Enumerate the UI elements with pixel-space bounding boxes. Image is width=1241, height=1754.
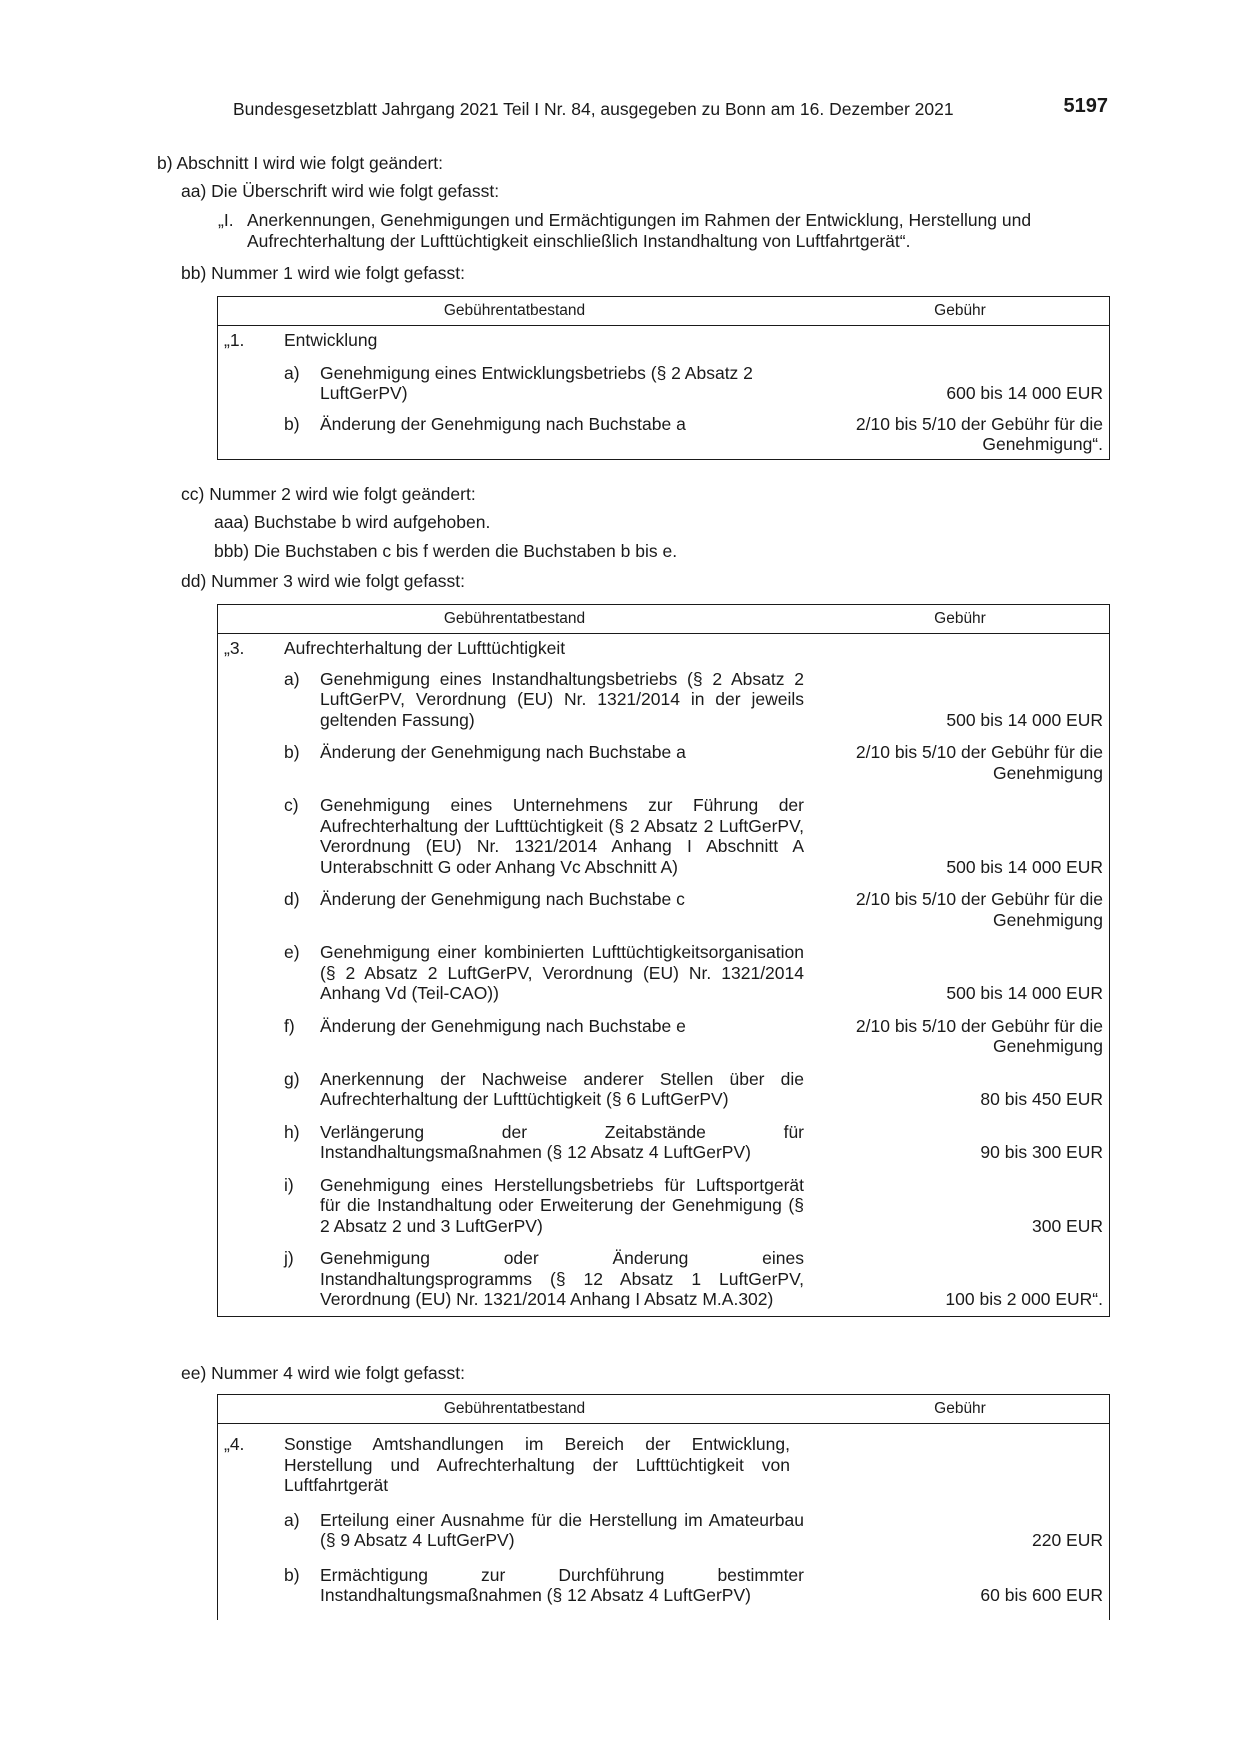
item-description: Genehmigung eines Entwicklungsbetriebs (§ 2 Absatz 2 LuftGerPV) xyxy=(320,362,753,403)
item-fee: 220 EUR xyxy=(1031,1530,1103,1550)
clause-bb-text: Nummer 1 wird wie folgt gefasst: xyxy=(211,263,466,283)
item-fee: 80 bis 450 EUR xyxy=(980,1089,1103,1109)
item-description: Anerkennung der Nachweise anderer Stellen über die Aufrechterhaltung der Lufttüchtigkeit (§ 6 LuftGerPV) xyxy=(320,1068,804,1109)
clause-bbb-text: Die Buchstaben c bis f werden die Buchstaben b bis e. xyxy=(253,541,678,561)
item-fee: 600 bis 14 000 EUR xyxy=(946,383,1103,403)
item-letter: a) xyxy=(284,668,300,689)
item-letter: b) xyxy=(284,1564,300,1585)
table-row xyxy=(218,414,1109,455)
clause-dd xyxy=(181,570,465,592)
section-title: Entwicklung xyxy=(284,330,378,350)
table-row xyxy=(218,1175,1109,1237)
header-gebuehrentatbestand: Gebührentatbestand xyxy=(443,609,586,627)
clause-cc-label: cc) xyxy=(181,484,205,504)
heading-quote-text: Anerkennungen, Genehmigungen und Ermächtigungen im Rahmen der Entwicklung, Herstellung und Aufrechterhaltung der Lufttüchtigkeit einschließlich Instandhaltung von Luftfahrtgerät“. xyxy=(247,210,1032,251)
heading-quote-number: „I. xyxy=(218,210,234,230)
clause-aaa-text: Buchstabe b wird aufgehoben. xyxy=(253,512,491,532)
clause-dd-label: dd) xyxy=(181,571,207,591)
table-row xyxy=(218,795,1109,877)
table-row xyxy=(218,742,1109,783)
item-fee: 60 bis 600 EUR xyxy=(980,1585,1103,1605)
table-row xyxy=(218,1248,1109,1310)
table-row xyxy=(218,942,1109,1004)
section-title: Sonstige Amtshandlungen im Bereich der Entwicklung, Herstellung und Aufrechterhaltung der Lufttüchtigkeit von Luftfahrtgerät xyxy=(284,1434,790,1495)
item-fee: 2/10 bis 5/10 der Gebühr für die Genehmigung“. xyxy=(855,413,1103,454)
item-description: Genehmigung eines Herstellungsbetriebs für Luftsportgerät für die Instandhaltung oder Erweiterung der Genehmigung (§ 2 Absatz 2 und 3 LuftGerPV) xyxy=(320,1174,804,1236)
clause-cc xyxy=(181,483,476,505)
item-fee: 500 bis 14 000 EUR xyxy=(946,709,1103,730)
heading-quote xyxy=(218,210,1110,252)
item-letter: a) xyxy=(284,1509,300,1530)
clause-aa-text: Die Überschrift wird wie folgt gefasst: xyxy=(211,181,500,201)
item-letter: d) xyxy=(284,889,300,909)
item-fee: 2/10 bis 5/10 der Gebühr für die Genehmigung xyxy=(855,1015,1103,1056)
item-letter: g) xyxy=(284,1068,300,1089)
item-description: Genehmigung einer kombinierten Lufttüchtigkeitsorganisation (§ 2 Absatz 2 LuftGerPV, Verordnung (EU) Nr. 1321/2014 Anhang Vd (Teil-CAO)) xyxy=(320,942,804,1003)
fee-table-4 xyxy=(217,1394,1110,1620)
table-header xyxy=(218,1395,1109,1424)
table-header xyxy=(218,297,1109,326)
table-row xyxy=(218,363,1109,404)
table-section-row xyxy=(218,638,1109,659)
item-description: Änderung der Genehmigung nach Buchstabe c xyxy=(320,889,685,909)
section-number: „3. xyxy=(224,638,245,658)
clause-ee-label: ee) xyxy=(181,1363,207,1383)
item-fee: 2/10 bis 5/10 der Gebühr für die Genehmigung xyxy=(855,889,1103,930)
item-fee: 300 EUR xyxy=(1031,1215,1103,1236)
page-number: 5197 xyxy=(1063,95,1108,117)
item-letter: e) xyxy=(284,942,300,962)
table-row xyxy=(218,1510,1109,1551)
header-gebuehr: Gebühr xyxy=(934,301,986,319)
header-gebuehr: Gebühr xyxy=(934,609,986,627)
item-fee: 500 bis 14 000 EUR xyxy=(946,983,1103,1003)
item-letter: j) xyxy=(284,1248,294,1268)
clause-bbb-label: bbb) xyxy=(214,541,250,561)
item-description: Änderung der Genehmigung nach Buchstabe a xyxy=(320,413,686,434)
clause-aa xyxy=(181,180,499,202)
clause-b xyxy=(157,152,443,174)
header-gebuehr: Gebühr xyxy=(934,1399,986,1417)
table-row xyxy=(218,1069,1109,1110)
section-number: „1. xyxy=(224,330,245,350)
item-description: Genehmigung eines Unternehmens zur Führung der Aufrechterhaltung der Lufttüchtigkeit (§ 2 Absatz 2 LuftGerPV, Verordnung (EU) Nr. 1321/2014 Anhang I Abschnitt A Unterabschnitt G oder Anhang Vc Abschnitt A) xyxy=(320,795,804,877)
table-section-row xyxy=(218,1434,1109,1496)
item-fee: 500 bis 14 000 EUR xyxy=(946,856,1103,877)
item-fee: 90 bis 300 EUR xyxy=(980,1142,1103,1162)
item-letter: b) xyxy=(284,742,300,762)
item-letter: a) xyxy=(284,362,300,383)
section-title: Aufrechterhaltung der Lufttüchtigkeit xyxy=(284,638,566,658)
clause-aaa xyxy=(214,511,490,533)
item-letter: i) xyxy=(284,1174,294,1195)
table-row xyxy=(218,1016,1109,1057)
clause-bb xyxy=(181,262,465,284)
section-number: „4. xyxy=(224,1434,245,1454)
running-title: Bundesgesetzblatt Jahrgang 2021 Teil I Nr. 84, ausgegeben zu Bonn am 16. Dezember 2021 xyxy=(233,99,954,119)
clause-aa-label: aa) xyxy=(181,181,207,201)
table-header xyxy=(218,605,1109,634)
item-description: Erteilung einer Ausnahme für die Herstellung im Amateurbau (§ 9 Absatz 4 LuftGerPV) xyxy=(320,1509,804,1550)
table-row xyxy=(218,1122,1109,1163)
table-row xyxy=(218,1565,1109,1606)
clause-dd-text: Nummer 3 wird wie folgt gefasst: xyxy=(211,571,466,591)
clause-bbb xyxy=(214,540,677,562)
item-description: Änderung der Genehmigung nach Buchstabe a xyxy=(320,742,686,762)
header-gebuehrentatbestand: Gebührentatbestand xyxy=(443,1399,586,1417)
clause-cc-text: Nummer 2 wird wie folgt geändert: xyxy=(209,484,476,504)
item-letter: f) xyxy=(284,1015,295,1036)
clause-aaa-label: aaa) xyxy=(214,512,250,532)
clause-bb-label: bb) xyxy=(181,263,207,283)
fee-table-1 xyxy=(217,296,1110,460)
clause-ee xyxy=(181,1362,465,1384)
clause-b-text: Abschnitt I wird wie folgt geändert: xyxy=(176,153,443,173)
clause-ee-text: Nummer 4 wird wie folgt gefasst: xyxy=(211,1363,466,1383)
clause-b-label: b) xyxy=(157,153,173,173)
table-row xyxy=(218,889,1109,930)
item-letter: h) xyxy=(284,1121,300,1142)
item-letter: b) xyxy=(284,413,300,434)
item-fee: 100 bis 2 000 EUR“. xyxy=(945,1289,1103,1309)
table-row xyxy=(218,669,1109,731)
item-description: Ermächtigung zur Durchführung bestimmter Instandhaltungsmaßnahmen (§ 12 Absatz 4 LuftGerPV) xyxy=(320,1564,804,1605)
item-description: Verlängerung der Zeitabstände für Instandhaltungsmaßnahmen (§ 12 Absatz 4 LuftGerPV) xyxy=(320,1121,804,1162)
item-fee: 2/10 bis 5/10 der Gebühr für die Genehmigung xyxy=(855,742,1103,783)
fee-table-3 xyxy=(217,604,1110,1317)
item-description: Genehmigung oder Änderung eines Instandhaltungsprogramms (§ 12 Absatz 1 LuftGerPV, Verordnung (EU) Nr. 1321/2014 Anhang I Absatz M.A.302) xyxy=(320,1248,804,1309)
item-letter: c) xyxy=(284,795,299,815)
item-description: Änderung der Genehmigung nach Buchstabe e xyxy=(320,1015,686,1036)
running-header xyxy=(233,95,1108,120)
header-gebuehrentatbestand: Gebührentatbestand xyxy=(443,301,586,319)
item-description: Genehmigung eines Instandhaltungsbetriebs (§ 2 Absatz 2 LuftGerPV, Verordnung (EU) Nr. 1321/2014 in der jeweils geltenden Fassung) xyxy=(320,668,804,730)
table-section-row xyxy=(218,330,1109,351)
